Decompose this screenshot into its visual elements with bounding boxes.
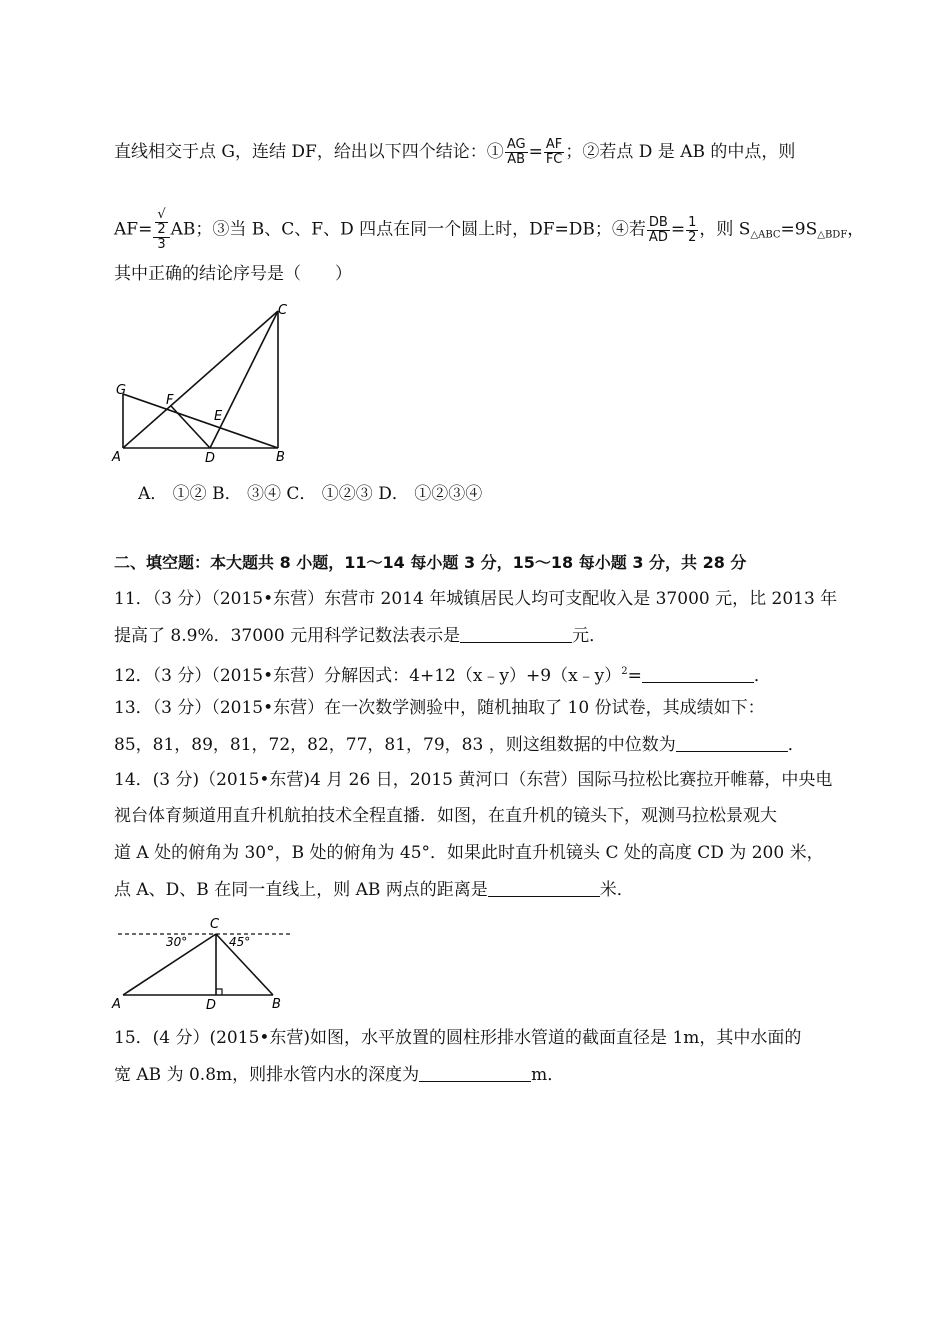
segment-ac xyxy=(123,311,278,448)
q10-line3: 其中正确的结论序号是（ ） xyxy=(114,264,352,284)
answer-blank[interactable] xyxy=(642,664,754,683)
label-a: A xyxy=(112,997,121,1010)
q14-line1: 14．(3 分)（2015•东营)4 月 26 日，2015 黄河口（东营）国际马拉松比赛拉开帷幕，中央电 xyxy=(114,770,833,790)
q14-line4: 点 A、D、B 在同一直线上，则 AB 两点的距离是 米． xyxy=(114,880,634,900)
label-d: D xyxy=(205,451,216,466)
q10-options: A． ①② B． ③④ C． ①②③ D． ①②③④ xyxy=(138,484,483,504)
label-c: C xyxy=(278,303,288,318)
segment-fd xyxy=(171,406,210,448)
answer-blank[interactable] xyxy=(488,878,600,897)
fraction-sqrt2-3: √ 2 3 xyxy=(153,208,169,252)
label-angle-45: 45° xyxy=(229,935,251,949)
label-a: A xyxy=(112,450,121,465)
segment-gb xyxy=(123,394,278,448)
q11-line2: 提高了 8.9%．37000 元用科学记数法表示是 元． xyxy=(114,626,607,646)
q10-line2: AF= √ 2 3 AB；③当 B、C、F、D 四点在同一个圆上时，DF=DB；④若 $\frac{DB}{AD}$ = $\frac{1}{2}$ ，则 $S_{\triangle ABC}=9S_{\triangle BDF}$， xyxy=(114,207,865,252)
label-d: D xyxy=(206,998,217,1010)
label-angle-30: 30° xyxy=(166,935,188,949)
q10-line1: 直线相交于点 G，连结 DF，给出以下四个结论：① $\frac{AG}{AB}$ = $\frac{AF}{FC}$ ；②若点 D 是 AB 的中点，则 xyxy=(114,137,796,167)
answer-blank[interactable] xyxy=(419,1063,531,1082)
label-c: C xyxy=(210,917,220,932)
fraction-ag-ab: $\frac{AG}{AB}$ xyxy=(506,137,526,167)
q15-line2: 宽 AB 为 0.8m，则排水管内水的深度为 m． xyxy=(114,1065,565,1085)
right-angle-mark xyxy=(216,989,222,995)
q14-angle-figure xyxy=(108,912,298,1010)
q12-line: 12．（3 分）（2015•东营）分解因式：4+12（x﹣y）+9（x﹣y）$^2$= ． xyxy=(114,666,771,686)
q15-line1: 15．(4 分）(2015•东营)如图，水平放置的圆柱形排水管道的截面直径是 1m，其中水面的 xyxy=(114,1028,802,1048)
q13-line2: 85，81，89，81，72，82，77，81，79，83 ，则这组数据的中位数为 ． xyxy=(114,735,805,755)
q14-line2: 视台体育频道用直升机航拍技术全程直播．如图，在直升机的镜头下，观测马拉松景观大 xyxy=(114,806,777,826)
label-b: B xyxy=(276,450,285,465)
label-f: F xyxy=(166,393,174,408)
label-e: E xyxy=(214,409,223,424)
answer-blank[interactable] xyxy=(676,733,788,752)
fraction-af-fc: $\frac{AF}{FC}$ xyxy=(545,137,563,167)
q14-line3: 道 A 处的俯角为 30°，B 处的俯角为 45°．如果此时直升机镜头 C 处的高度 CD 为 200 米， xyxy=(114,843,824,863)
fraction-db-ad: $\frac{DB}{AD}$ xyxy=(648,214,668,245)
q11-line1: 11．（3 分）（2015•东营）东营市 2014 年城镇居民人均可支配收入是 37000 元，比 2013 年 xyxy=(114,589,838,609)
answer-blank[interactable] xyxy=(460,624,572,643)
section-title: 二、填空题：本大题共 8 小题，11～14 每小题 3 分，15～18 每小题 3 分，共 28 分 xyxy=(114,553,747,572)
q13-line1: 13．（3 分）（2015•东营）在一次数学测验中，随机抽取了 10 份试卷，其成绩如下： xyxy=(114,698,765,718)
label-b: B xyxy=(272,997,281,1010)
fraction-one-half: $\frac{1}{2}$ xyxy=(688,214,697,245)
label-g: G xyxy=(116,383,127,398)
q10-triangle-figure xyxy=(108,296,298,468)
